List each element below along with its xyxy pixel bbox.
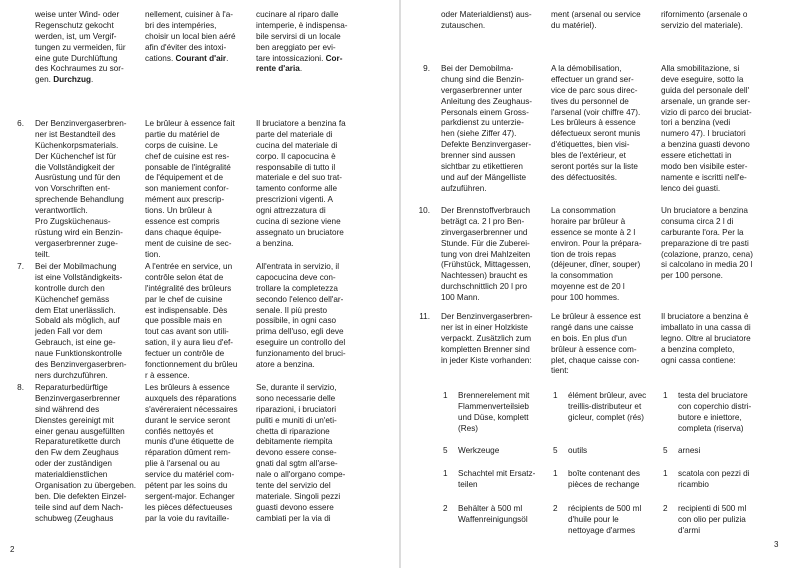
top-de: oder Materialdienst) aus- zutauschen. — [441, 10, 532, 30]
list-item-de: 1 Schachtel mit Ersatz- teilen — [443, 469, 536, 489]
section-7-fr: A l'entrée en service, un contrôle selon état de l'intégralité des brûleurs par le chef de cuisine est indispensable. Dès que possible mais en tout cas avant son utili- sation, il y aura lieu d'ef- fectuer un contrôle de fonctionnement du brûleu r à essence. — [145, 262, 238, 380]
top-it: rifornimento (arsenale o servizio del materiale). — [661, 10, 748, 30]
section-7-it: All'entrata in servizio, il capocucina deve con- trollare la completezza secondo l'elenco dell'ar- senale. Il più presto possibile, in ogni caso prima dell'uso, egli deve eseguire un controllo del funzionamento del bruci- atore a benzina. — [256, 262, 346, 370]
list-item-it: 1 scatola con pezzi di ricambio — [663, 469, 750, 489]
keyword-corrente-daria-1: Cor- — [325, 53, 343, 63]
section-number: 6. — [17, 119, 24, 128]
keyword-corrente-daria-2: rente d'aria — [256, 64, 300, 74]
intro-de: weise unter Wind- oder Regenschutz gekocht werden, ist, um Vergif- tungen zu vermeiden, für eine gute Durchlüftung des Kochraumes zu sor- gen. Durchzug. — [35, 10, 126, 85]
section-10-fr: La consommation horaire par brûleur à essence se monte à 2 l environ. Pour la prépara- tion de trois repas (déjeuner, dîner, souper) la consommation moyenne est de 20 l pour 100 hommes. — [551, 206, 642, 303]
keyword-durchzug: Durchzug — [53, 75, 91, 85]
section-9-de: Bei der Demobilma- chung sind die Benzin- vergaserbrenner unter Anleitung des Zeughaus- Personals einem Gross- parkdienst zu unterzie- hen (siehe Ziffer 47). Defekte Benzinvergaser- brenner sind aussen sichtbar zu etikettieren und auf der Mängelliste aufzuführen. — [441, 64, 533, 193]
section-9-fr: A la démobilisation, effectuer un grand ser- vice de parc sous direc- tives du personnel de l'arsenal (voir chiffre 47). Les brûleurs à essence défectueux seront munis d'étiquettes, bien visi- bles de l'extérieur, et seront portés sur la liste des défectuosités. — [551, 64, 641, 182]
section-8-fr: Les brûleurs à essence auxquels des réparations s'avéreraient nécessaires durant le service seront confiés nettoyés et munis d'une étiquette de réparation dûment rem- plie à l'arsenal ou au service du matériel com- pétent par les soins du sergent-major. Echanger les pièces défectueuses par la voie du ravitaille- — [145, 383, 238, 523]
list-item-it: 5 arnesi — [663, 446, 701, 455]
section-6-de: Der Benzinvergaserbren- ner ist Bestandteil des Küchenkorpsmaterials. Der Küchenchef ist für die Vollständigkeit der Ausrüstung und für den von Vorschriften ent- sprechende Behandlung verantwortlich. Pro Zugsküchenaus- rüstung wird ein Benzin- vergaserbrenner zuge- teilt. — [35, 119, 127, 259]
list-item-de: 2 Behälter à 500 ml Waffenreinigungsöl — [443, 504, 528, 524]
section-number: 8. — [17, 383, 24, 392]
intro-fr: nellement, cuisiner à l'a- bri des intempéries, choisir un local bien aéré afin d'éviter des intoxi- cations. Courant d'air. — [145, 10, 236, 63]
section-number: 11. — [419, 312, 430, 321]
list-item-fr: 2 récipients de 500 ml d'huile pour le nettoyage d'armes — [553, 504, 642, 535]
section-8-it: Se, durante il servizio, sono necessarie delle riparazioni, i bruciatori puliti e muniti di un'eti- chetta di riparazione debitamente riempita devono essere conse- gnati dal sgtm all'arse- nale o all'organo compe- tente del servizio del materiale. Singoli pezzi guasti devono essere cambiati per la via di — [256, 383, 346, 523]
keyword-courant-dair: Courant d'air — [175, 53, 227, 63]
intro-it: cucinare al riparo dalle intemperie, è indispensa- bile servirsi di un locale ben areggiato per evi- tare intossicazioni. Cor- rente d'aria. — [256, 10, 348, 74]
page-number-left: 2 — [10, 545, 15, 554]
page-number-right: 3 — [774, 540, 779, 549]
list-item-fr: 1 boîte contenant des pièces de rechange — [553, 469, 640, 489]
section-6-it: Il bruciatore a benzina fa parte del materiale di cucina del materiale di corpo. Il capocucina è responsabile di tutto il materiale e del suo trat- tamento conforme alle prescrizioni vigenti. A ogni attrezzatura di cucina di sezione viene assegnato un bruciatore a benzina. — [256, 119, 346, 248]
list-item-it: 1 testa del bruciatore con coperchio distri- butore e iniettore, completa (riserva) — [663, 391, 752, 433]
section-number: 7. — [17, 262, 24, 271]
section-number: 9. — [423, 64, 430, 73]
section-11-it: Il bruciatore a benzina è imballato in una cassa di legno. Oltre al bruciatore a benzina completo, ogni cassa contiene: — [661, 312, 751, 365]
list-item-it: 2 recipienti di 500 ml con olio per pulizia d'armi — [663, 504, 747, 535]
page-gutter — [399, 0, 401, 568]
section-11-de: Der Benzinvergaserbren- ner ist in einer Holzkiste verpackt. Zusätzlich zum kompletten Brenner sind in jeder Kiste vorhanden: — [441, 312, 533, 365]
list-item-fr: 5 outils — [553, 446, 588, 455]
list-item-de: 1 Brennerelement mit Flammenverteilsieb und Düse, komplett (Res) — [443, 391, 530, 433]
section-6-fr: Le brûleur à essence fait partie du matériel de corps de cuisine. Le chef de cuisine est res- ponsable de l'intégralité de l'équipement et de son maniement confor- mément aux prescrip- tions. Un brûleur à essence est compris dans chaque équipe- ment de cuisine de sec- tion. — [145, 119, 235, 259]
section-10-de: Der Brennstoffverbrauch beträgt ca. 2 l pro Ben- zinvergaserbrenner und Stunde. Für die Zuberei- tung von drei Mahlzeiten (Frühstück, Mittagessen, Nachtessen) braucht es durchschnittlich 20 l pro 100 Mann. — [441, 206, 531, 303]
section-11-fr: Le brûleur à essence est rangé dans une caisse en bois. En plus d'un brûleur à essence com- plet, chaque caisse con- tient: — [551, 312, 641, 376]
section-7-de: Bei der Mobilmachung ist eine Vollständigkeits- kontrolle durch den Küchenchef gemäss dem Etat unerlässlich. Sobald als möglich, auf jeden Fall vor dem Gebrauch, ist eine ge- naue Funktionskontrolle des Benzinvergaserbren- ners durchzuführen. — [35, 262, 127, 380]
list-item-de: 5 Werkzeuge — [443, 446, 500, 455]
list-item-fr: 1 élément brûleur, avec treillis-distributeur et gicleur, complet (rés) — [553, 391, 647, 422]
section-number: 10. — [418, 206, 430, 215]
section-10-it: Un bruciatore a benzina consuma circa 2 l di carburante l'ora. Per la preparazione di tre pasti (colazione, pranzo, cena) si calcolano in media 20 l per 100 persone. — [661, 206, 753, 281]
top-fr: ment (arsenal ou service du matériel). — [551, 10, 641, 30]
section-8-de: Reparaturbedürftige Benzinvergaserbrenner sind während des Dienstes gereinigt mit einer genau ausgefüllten Reparaturetikette durch den Fw dem Zeughaus oder der zuständigen materialdienstlichen Organisation zu übergeben. ben. Die defekten Einzel- teile sind auf dem Nach- schubweg (Zeughaus — [35, 383, 137, 523]
section-9-it: Alla smobilitazione, si deve eseguire, sotto la guida del personale dell' arsenale, un grande ser- vizio di parco dei bruciat- tori a benzina (vedi numero 47). I bruciatori a benzina guasti devono essere etichettati in modo ben visibile ester- namente e iscritti nell'e- lenco dei guasti. — [661, 64, 752, 193]
